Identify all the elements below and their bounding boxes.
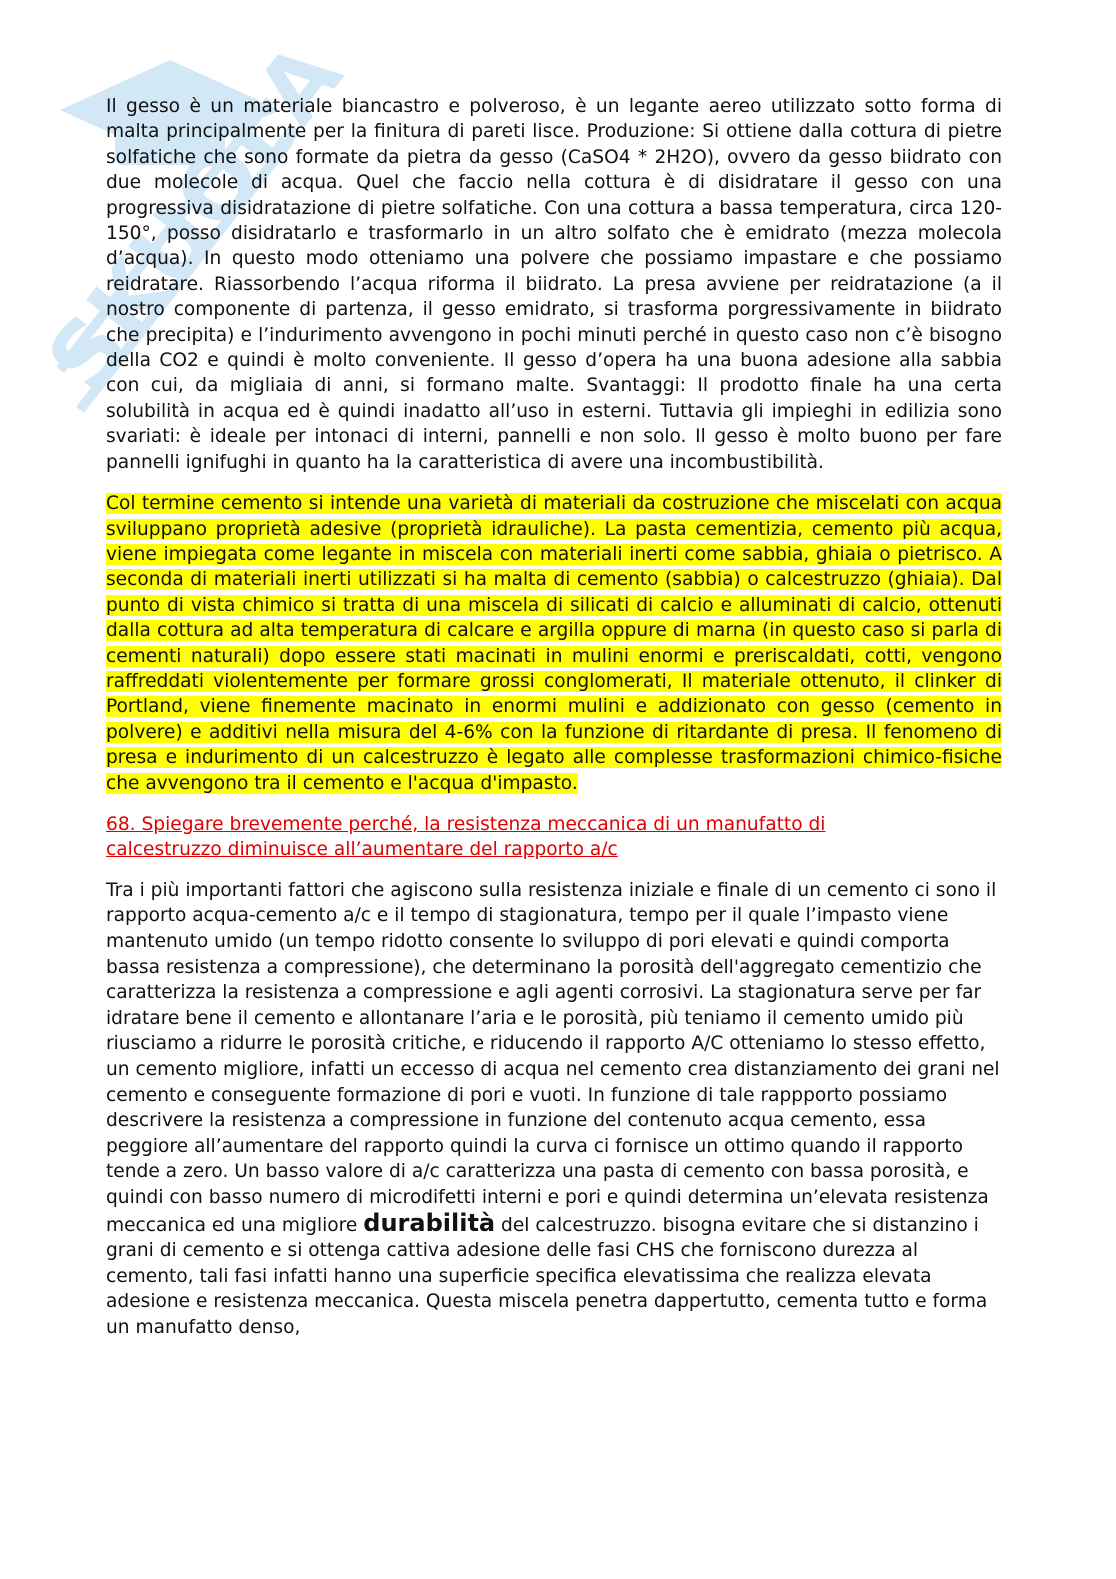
question-68-heading: 68. Spiegare brevemente perché, la resistenza meccanica di un manufatto di calcestruzzo diminuisce all’aumentare del rapporto a/c — [106, 813, 826, 861]
answer-text-part-1: Tra i più importanti fattori che agiscono sulla resistenza iniziale e finale di un cemento ci sono il rapporto acqua-cemento a/c e il tempo di stagionatura, tempo per il quale l’impasto viene mantenuto umido (un tempo ridotto consente lo sviluppo di pori elevati e quindi comporta bassa resistenza a compressione), che determinano la porosità dell'aggregato cementizio che caratterizza la resistenza a compressione e agli agenti corrosivi. La stagionatura serve per far idratare bene il cemento e allontanare l’aria e le porosità, più teniamo il cemento umido più riusciamo a ridurre le porosità critiche, e riducendo il rapporto A/C otteniamo lo stesso effetto, un cemento migliore, infatti un eccesso di acqua nel cemento crea distanziamento dei grani nel cemento e conseguente formazione di pori e vuoti. In funzione di tale rappporto possiamo descrivere la resistenza a compressione in funzione del contenuto acqua cemento, essa peggiore all’aumentare del rapporto quindi la curva ci fornisce un ottimo quando il rapporto tende a zero. Un basso valore di a/c caratterizza una pasta di cemento con bassa porosità, e quindi con basso numero di microdifetti interni e pori e quindi determina un’elevata resistenza meccanica ed una migliore — [106, 879, 1000, 1236]
highlighted-text: Col termine cemento si intende una varietà di materiali da costruzione che miscelati con acqua sviluppano proprietà adesive (proprietà idrauliche). La pasta cementizia, cemento più acqua, viene impiegata come legante in miscela con materiali inerti come sabbia, ghiaia o pietrisco. A seconda di materiali inerti utilizzati si ha malta di cemento (sabbia) o calcestruzzo (ghiaia). Dal punto di vista chimico si tratta di una miscela di silicati di calcio e alluminati di calcio, ottenuti dalla cottura ad alta temperatura di calcare e argilla oppure di marna (in questo caso si parla di cementi naturali) dopo essere stati macinati in mulini enormi e preriscaldati, cotti, vengono raffreddati violentemente per formare grossi conglomerati, Il materiale ottenuto, il clinker di Portland, viene finemente macinato in enormi mulini e addizionato con gesso (cemento in polvere) e additivi nella misura del 4-6% con la funzione di ritardante di presa. Il fenomeno di presa e indurimento di un calcestruzzo è legato alle complesse trasformazioni chimico-fisiche che avvengono tra il cemento e l'acqua d'impasto. — [106, 493, 1002, 794]
answer-text-part-2: del calcestruzzo. bisogna evitare che si distanzino i grani di cemento e si ottenga cattiva adesione delle fasi CHS che forniscono durezza al cemento, tali fasi infatti hanno una superficie specifica elevatissima che realizza elevata adesione e resistenza meccanica. Questa miscela penetra dappertutto, cementa tutto e forma un manufatto denso, — [106, 1214, 988, 1338]
emphasized-word-durabilita: durabilità — [363, 1208, 496, 1237]
paragraph-gesso: Il gesso è un materiale biancastro e polveroso, è un legante aereo utilizzato sotto forma di malta principalmente per la finitura di pareti lisce. Produzione: Si ottiene dalla cottura di pietre solfatiche che sono formate da pietra da gesso (CaSO4 * 2H2O), ovvero da gesso biidrato con due molecole di acqua. Quel che faccio nella cottura è di disidratare il gesso con una progressiva disidratazione di pietre solfatiche. Con una cottura a bassa temperatura, circa 120-150°, posso disidratarlo e trasformarlo in un altro solfato che è emidrato (mezza molecola d’acqua). In questo modo otteniamo una polvere che possiamo impastare e che possiamo reidratare. Riassorbendo l’acqua riforma il biidrato. La presa avviene per reidratazione (a il nostro componente di partenza, il gesso emidrato, si trasforma porgressivamente in biidrato che precipita) e l’indurimento avvengono in pochi minuti perché in questo caso non c’è bisogno della CO2 e quindi è molto conveniente. Il gesso d’opera ha una buona adesione alla sabbia con cui, da migliaia di anni, si formano malte. Svantaggi: Il prodotto finale ha una certa solubilità in acqua ed è quindi inadatto all’uso in esterni. Tuttavia gli impieghi in edilizia sono svariati: è ideale per intonaci di interni, pannelli e non solo. Il gesso è molto buono per fare pannelli ignifughi in quanto ha la caratteristica di avere una incombustibilità. — [106, 96, 1002, 473]
paragraph-cemento-highlighted — [106, 491, 1002, 796]
document-page — [106, 94, 1002, 1340]
svg-text:SKUOLA: SKUOLA — [27, 24, 363, 412]
answer-paragraph — [106, 878, 1002, 1341]
